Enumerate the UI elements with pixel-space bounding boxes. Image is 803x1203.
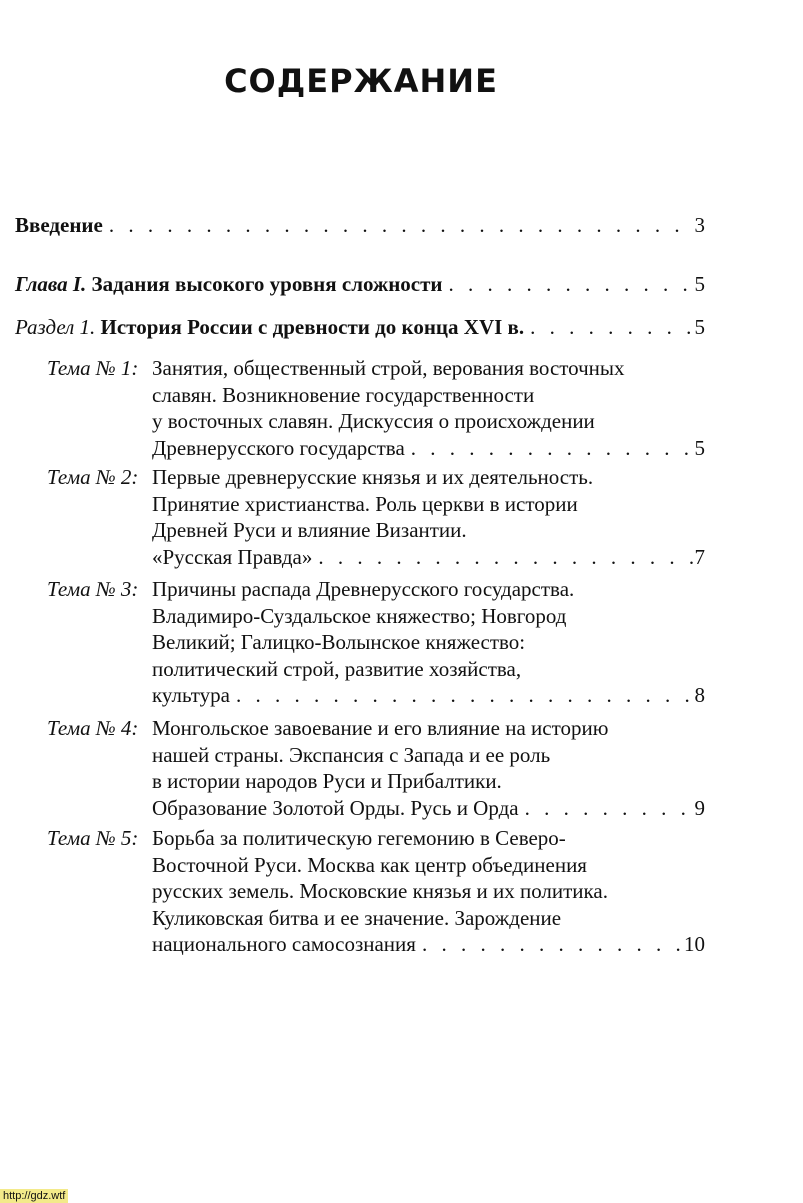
leader-dots: [524, 314, 692, 341]
topic-label: Тема № 4:: [47, 716, 139, 740]
topic-text-line: политический строй, развитие хозяйства,: [152, 656, 522, 681]
entry-prefix: Глава I.: [15, 272, 87, 296]
topic-text-line: в истории народов Руси и Прибалтики.: [152, 769, 502, 793]
topic-text-line: Занятия, общественный строй, верования восточных: [152, 356, 625, 380]
topic-text-line: Монгольское завоевание и его влияние на историю: [152, 716, 609, 740]
leader-dots: [103, 212, 693, 239]
topic-text-line: нашей страны. Экспансия с Запада и ее роль: [152, 742, 551, 767]
topic-text-line: Образование Золотой Орды. Русь и Орда: [152, 795, 519, 820]
topic-text-line: Великий; Галицко-Волынское княжество:: [152, 630, 526, 654]
topic-label: Тема № 1:: [47, 356, 139, 380]
topic-text-line: «Русская Правда»: [152, 544, 313, 569]
leader-dots: [405, 435, 693, 462]
toc-topic-3[interactable]: [47, 576, 705, 709]
toc-topic-5[interactable]: [47, 825, 705, 958]
page-number: 8: [694, 683, 705, 707]
toc-entry-section[interactable]: [15, 314, 705, 341]
topic-text-line: Древней Руси и влияние Византии.: [152, 518, 467, 542]
page-number: 3: [694, 213, 705, 237]
page-number: 10: [684, 932, 705, 956]
topic-text-line: русских земель. Московские князья и их политика.: [152, 879, 609, 903]
topic-text-line: культура: [152, 683, 230, 707]
topic-label: Тема № 2:: [47, 465, 139, 489]
page-number: 5: [694, 435, 705, 460]
toc-entry-intro[interactable]: [15, 212, 705, 239]
topic-text-line: Причины распада Древнерусского государства.: [152, 577, 575, 601]
topic-text-line: у восточных славян. Дискуссия о происхождении: [152, 409, 595, 433]
topic-text-line: Древнерусского государства: [152, 435, 405, 460]
topic-label: Тема № 5:: [47, 826, 139, 850]
entry-label: Введение: [15, 213, 103, 237]
page-number: 7: [694, 544, 705, 569]
leader-dots: [312, 544, 692, 571]
watermark: http://gdz.wtf: [0, 1189, 68, 1203]
topic-text-line: Принятие христианства. Роль церкви в истории: [152, 491, 578, 516]
leader-dots: [443, 271, 693, 298]
topic-text-line: Куликовская битва и ее значение. Зарождение: [152, 905, 562, 930]
page-number: 9: [694, 795, 705, 820]
topic-text-line: Борьба за политическую гегемонию в Северо-: [152, 826, 566, 850]
leader-dots: [416, 931, 682, 958]
toc-topic-2[interactable]: [47, 464, 705, 570]
topic-text-line: национального самосознания: [152, 932, 416, 956]
leader-dots: [519, 795, 693, 822]
topic-text-line: Восточной Руси. Москва как центр объединения: [152, 852, 587, 877]
leader-dots: [230, 682, 693, 709]
topic-text-line: славян. Возникновение государственности: [152, 382, 535, 407]
toc-entry-chapter[interactable]: [15, 271, 705, 298]
topic-label: Тема № 3:: [47, 577, 139, 601]
topic-text-line: Первые древнерусские князья и их деятельность.: [152, 465, 594, 489]
topic-text-line: Владимиро-Суздальское княжество; Новгород: [152, 603, 567, 628]
entry-label: Задания высокого уровня сложности: [91, 272, 443, 296]
entry-prefix: Раздел 1.: [15, 315, 96, 339]
page-number: 5: [694, 272, 705, 296]
page-number: 5: [694, 315, 705, 339]
entry-label: История России с древности до конца XVI в.: [100, 315, 525, 339]
toc-topic-4[interactable]: [47, 715, 705, 821]
toc-topic-1[interactable]: [47, 355, 705, 461]
page-title: СОДЕРЖАНИЕ: [224, 62, 498, 100]
